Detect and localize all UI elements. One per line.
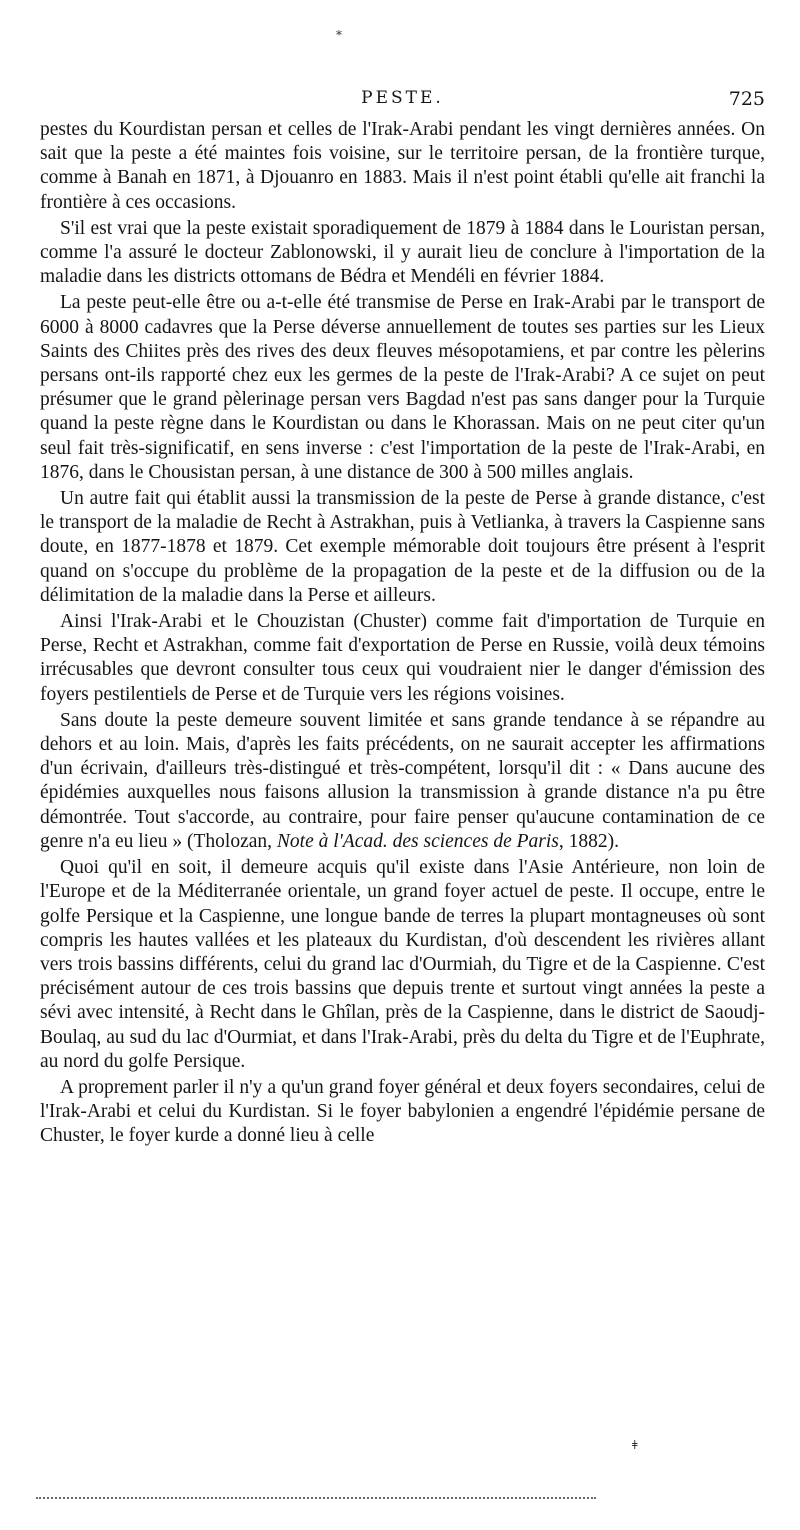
paragraph-5: Ainsi l'Irak-Arabi et le Chouzistan (Chuster) comme fait d'importation de Turquie en Perse, Recht et Astrakhan, comme fait d'exportation de Perse en Russie, voilà deux témoins irrécusables que devront consulter tous ceux qui voudraient nier le danger d'émission des foyers pestilentiels de Perse et de Turquie vers les régions voisines. bbox=[40, 611, 765, 705]
paragraph-6-text: Sans doute la peste demeure souvent limitée et sans grande tendance à se répandre au dehors et au loin. Mais, d'après les faits précédents, on ne saurait accepter les affirmations d'un écrivain, d'ailleurs très-distingué et très-compétent, lorsqu'il dit : « Dans aucune des épidémies auxquelles nous faisons allusion la transmission à grande distance n'a pu être démontrée. Tout s'accorde, au contraire, pour faire penser qu'aucune contamination de ce genre n'a eu lieu » (Tholozan, bbox=[40, 709, 765, 852]
paragraph-6 bbox=[40, 709, 765, 854]
page-header bbox=[40, 88, 765, 114]
running-head: PESTE. bbox=[361, 88, 444, 108]
footer-dotted-rule bbox=[36, 1497, 596, 1499]
paragraph-1: pestes du Kourdistan persan et celles de l'Irak-Arabi pendant les vingt dernières années. On sait que la peste a été maintes fois voisine, sur le territoire persan, de la frontière turque, comme à Banah en 1871, à Djouanro en 1883. Mais il n'est point établi qu'elle ait franchi la frontière à ces occasions. bbox=[40, 119, 765, 213]
paragraph-4: Un autre fait qui établit aussi la transmission de la peste de Perse à grande distance, c'est le transport de la maladie de Recht à Astrakhan, puis à Vetlianka, à travers la Caspienne sans doute, en 1877-1878 et 1879. Cet exemple mémorable doit toujours être présent à l'esprit quand on s'occupe du problème de la propagation de la peste et de la diffusion ou de la délimitation de la maladie dans la Perse et ailleurs. bbox=[40, 488, 765, 606]
body-text bbox=[40, 118, 765, 1151]
paragraph-8: A proprement parler il n'y a qu'un grand foyer général et deux foyers secondaires, celui de l'Irak-Arabi et celui du Kurdistan. Si le foyer babylonien a engendré l'épidémie persane de Chuster, le foyer kurde a donné lieu à celle bbox=[40, 1076, 765, 1147]
paragraph-2: S'il est vrai que la peste existait sporadiquement de 1879 à 1884 dans le Louristan persan, comme l'a assuré le docteur Zablonowski, il y aurait lieu de conclure à l'importation de la maladie dans les districts ottomans de Bédra et Mendéli en février 1884. bbox=[40, 217, 765, 288]
paragraph-7: Quoi qu'il en soit, il demeure acquis qu'il existe dans l'Asie Antérieure, non loin de l'Europe et de la Méditerranée orientale, un grand foyer actuel de peste. Il occupe, entre le golfe Persique et la Caspienne, une longue bande de terres la plupart montagneuses où sont compris les hautes vallées et les plateaux du Kurdistan, d'où descendent les rivières allant vers trois bassins différents, celui du grand lac d'Ourmiah, du Tigre et de la Caspienne. C'est précisément autour de ces trois bassins que depuis trente et surtout vingt années la peste a sévi avec intensité, à Recht dans le Ghîlan, près de la Caspienne, dans le district de Saoudj-Boulaq, au sud du lac d'Ourmiat, et dans l'Irak-Arabi, près du delta du Tigre et de l'Euphrate, au nord du golfe Persique. bbox=[40, 857, 765, 1072]
top-mark: * bbox=[336, 28, 342, 42]
bottom-mark: ǂ bbox=[632, 1438, 638, 1452]
paragraph-6-tail: , 1882). bbox=[558, 830, 619, 852]
page-number: 725 bbox=[728, 88, 765, 110]
citation-title: Note à l'Acad. des sciences de Paris bbox=[276, 830, 559, 852]
paragraph-3: La peste peut-elle être ou a-t-elle été transmise de Perse en Irak-Arabi par le transport de 6000 à 8000 cadavres que la Perse déverse annuellement de toutes ses parties sur les Lieux Saints des Chiites près des rives des deux fleuves mésopotamiens, et par contre les pèlerins persans ont-ils rapporté chez eux les germes de la peste de l'Irak-Arabi? A ce sujet on peut présumer que le grand pèlerinage persan vers Bagdad n'est pas sans danger pour la Turquie quand la peste règne dans le Kourdistan ou dans le Khorassan. Mais on ne peut citer qu'un seul fait très-significatif, en sens inverse : c'est l'importation de la peste de l'Irak-Arabi, en 1876, dans le Chousistan persan, à une distance de 300 à 500 milles anglais. bbox=[40, 292, 765, 483]
